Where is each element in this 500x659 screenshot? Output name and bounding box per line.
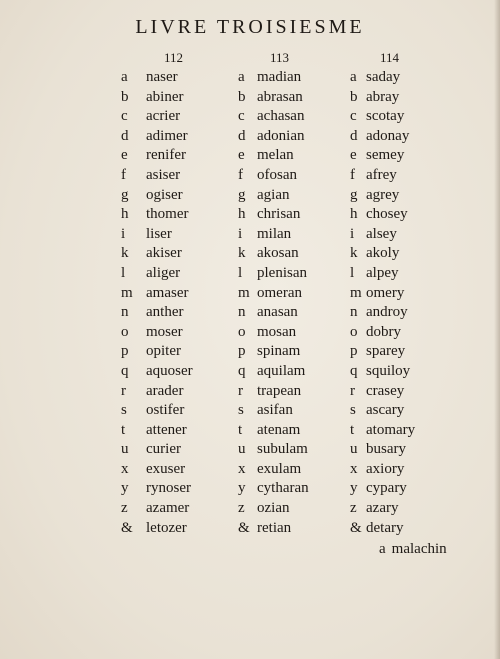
entry-word: mosan xyxy=(257,323,297,340)
entry-word: atenam xyxy=(257,421,301,438)
entry-word: omery xyxy=(366,284,405,301)
entry-word: asifan xyxy=(257,402,293,419)
entry-letter: y xyxy=(350,480,358,497)
entry-word: alpey xyxy=(366,264,399,281)
entry-word: attener xyxy=(146,421,187,438)
entry-word: ofosan xyxy=(257,166,297,183)
entry-letter: n xyxy=(121,304,129,321)
entry-letter: m xyxy=(121,284,133,301)
entry-letter: h xyxy=(350,206,358,223)
entry-letter: f xyxy=(238,166,243,183)
entry-letter: n xyxy=(350,304,358,321)
entry-word: semey xyxy=(366,147,405,164)
entry-letter: d xyxy=(121,127,129,144)
entry-letter: o xyxy=(350,323,358,340)
entry-letter: e xyxy=(350,147,357,164)
entry-letter: c xyxy=(350,108,357,125)
entry-word: exuser xyxy=(146,460,186,477)
entry-word: acrier xyxy=(146,108,181,125)
entry-letter: & xyxy=(350,519,362,536)
entry-word: alsey xyxy=(366,225,397,242)
entry-word: abray xyxy=(366,88,400,105)
entry-word: adonay xyxy=(366,127,410,144)
entry-word: akosan xyxy=(257,245,299,262)
entry-letter: b xyxy=(350,88,358,105)
entry-letter: o xyxy=(121,323,129,340)
entry-letter: r xyxy=(350,382,355,399)
entry-letter: z xyxy=(121,500,128,517)
entry-letter: t xyxy=(238,421,243,438)
entry-letter: f xyxy=(121,166,126,183)
entry-letter: h xyxy=(121,206,129,223)
entry-word: aliger xyxy=(146,264,181,281)
entry-word: moser xyxy=(146,323,183,340)
entry-letter: r xyxy=(121,382,126,399)
entry-letter: e xyxy=(238,147,245,164)
entry-letter: r xyxy=(238,382,243,399)
entry-word: liser xyxy=(146,225,172,242)
entry-word: opiter xyxy=(146,343,181,360)
entry-letter: n xyxy=(238,304,246,321)
entry-word: adimer xyxy=(146,127,188,144)
entry-word: axiory xyxy=(366,460,405,477)
entry-letter: x xyxy=(238,460,246,477)
entry-word: aquoser xyxy=(146,362,193,379)
entry-word: crasey xyxy=(366,382,405,399)
entry-letter: l xyxy=(238,264,243,281)
entry-word: ascary xyxy=(366,402,405,419)
entry-letter: g xyxy=(350,186,358,203)
entry-letter: p xyxy=(121,343,129,360)
entry-word: detary xyxy=(366,519,404,536)
entry-letter: t xyxy=(121,421,126,438)
entry-letter: c xyxy=(121,108,128,125)
catchword xyxy=(379,541,453,558)
entry-letter: z xyxy=(350,500,357,517)
entry-word: madian xyxy=(257,69,302,85)
entry-word: renifer xyxy=(146,147,186,164)
entry-letter: a xyxy=(350,69,357,85)
entry-letter: f xyxy=(350,166,355,183)
entry-word: melan xyxy=(257,147,294,164)
entry-letter: & xyxy=(121,519,133,536)
entry-letter: h xyxy=(238,206,246,223)
entry-word: milan xyxy=(257,225,292,242)
entry-word: sparey xyxy=(366,343,406,360)
entry-word: exulam xyxy=(257,460,302,477)
entry-word: adonian xyxy=(257,127,305,144)
entry-letter: s xyxy=(350,402,356,419)
entry-word: abiner xyxy=(146,88,184,105)
entry-word: dobry xyxy=(366,323,401,340)
page-title: LIVRE TROISIESME xyxy=(135,16,365,38)
entry-letter: b xyxy=(121,88,129,105)
entry-word: arader xyxy=(146,382,184,399)
entry-word: abrasan xyxy=(257,88,303,105)
entry-letter: l xyxy=(121,264,126,281)
entry-letter: p xyxy=(350,343,358,360)
entry-letter: u xyxy=(350,441,358,458)
entry-word: saday xyxy=(366,69,401,85)
entry-letter: s xyxy=(238,402,244,419)
entry-letter: q xyxy=(238,362,246,379)
entry-letter: x xyxy=(121,460,129,477)
entry-letter: g xyxy=(238,186,246,203)
entry-word: plenisan xyxy=(257,264,307,281)
page-edge-shadow xyxy=(494,0,500,659)
entry-letter: o xyxy=(238,323,246,340)
entry-word: chosey xyxy=(366,206,408,223)
entry-letter: t xyxy=(350,421,355,438)
page-number: 113 xyxy=(270,50,290,65)
entry-letter: k xyxy=(121,245,129,262)
entry-letter: k xyxy=(238,245,246,262)
entry-letter: q xyxy=(121,362,129,379)
entry-word: spinam xyxy=(257,343,301,360)
entry-letter: s xyxy=(121,402,127,419)
entry-letter: i xyxy=(121,225,126,242)
entry-letter: a xyxy=(238,69,245,85)
entry-letter: z xyxy=(238,500,245,517)
entry-word: aquilam xyxy=(257,362,306,379)
entry-letter: x xyxy=(350,460,358,477)
entry-letter: m xyxy=(350,284,362,301)
entry-letter: y xyxy=(121,480,129,497)
entry-word: omeran xyxy=(257,284,302,301)
entry-letter: q xyxy=(350,362,358,379)
entry-word: androy xyxy=(366,304,408,321)
entry-letter: i xyxy=(350,225,355,242)
entry-word: akiser xyxy=(146,245,182,262)
entry-word: cytharan xyxy=(257,480,309,497)
entry-word: scotay xyxy=(366,108,405,125)
page-number: 112 xyxy=(164,50,184,65)
entry-word: achasan xyxy=(257,108,305,125)
entry-word: anasan xyxy=(257,304,298,321)
entry-word: chrisan xyxy=(257,206,301,223)
entry-word: curier xyxy=(146,441,181,458)
entry-word: amaser xyxy=(146,284,189,301)
entry-letter: a xyxy=(121,69,128,85)
entry-word: agrey xyxy=(366,186,400,203)
page-number: 114 xyxy=(380,50,400,65)
entry-letter: u xyxy=(238,441,246,458)
entry-letter: g xyxy=(121,186,129,203)
entry-word: ogiser xyxy=(146,186,183,203)
entry-word: thomer xyxy=(146,206,189,223)
entry-word: letozer xyxy=(146,519,187,536)
entry-letter: c xyxy=(238,108,245,125)
entry-word: agian xyxy=(257,186,290,203)
entry-word: azary xyxy=(366,500,399,517)
catchword-letter: a xyxy=(379,541,386,557)
entry-letter: b xyxy=(238,88,246,105)
entry-word: asiser xyxy=(146,166,181,183)
entry-letter: p xyxy=(238,343,246,360)
entry-word: naser xyxy=(146,69,178,85)
entry-word: anther xyxy=(146,304,184,321)
entry-word: akoly xyxy=(366,245,400,262)
entry-letter: e xyxy=(121,147,128,164)
entry-word: squiloy xyxy=(366,362,411,379)
entry-letter: d xyxy=(350,127,358,144)
entry-word: retian xyxy=(257,519,292,536)
catchword-word: malachin xyxy=(391,541,447,557)
entry-letter: m xyxy=(238,284,250,301)
entry-word: azamer xyxy=(146,500,190,517)
entry-word: afrey xyxy=(366,166,397,183)
entry-letter: i xyxy=(238,225,243,242)
entry-word: rynoser xyxy=(146,480,191,497)
page-number-row xyxy=(0,50,500,70)
entry-letter: & xyxy=(238,519,250,536)
entry-letter: k xyxy=(350,245,358,262)
entry-letter: u xyxy=(121,441,129,458)
entry-word: trapean xyxy=(257,382,302,399)
entry-word: subulam xyxy=(257,441,308,458)
entry-word: cypary xyxy=(366,480,407,497)
entry-letter: d xyxy=(238,127,246,144)
entry-letter: y xyxy=(238,480,246,497)
entry-word: atomary xyxy=(366,421,416,438)
entry-word: ozian xyxy=(257,500,290,517)
entry-letter: l xyxy=(350,264,355,281)
entry-word: busary xyxy=(366,441,406,458)
entry-word: ostifer xyxy=(146,402,185,419)
